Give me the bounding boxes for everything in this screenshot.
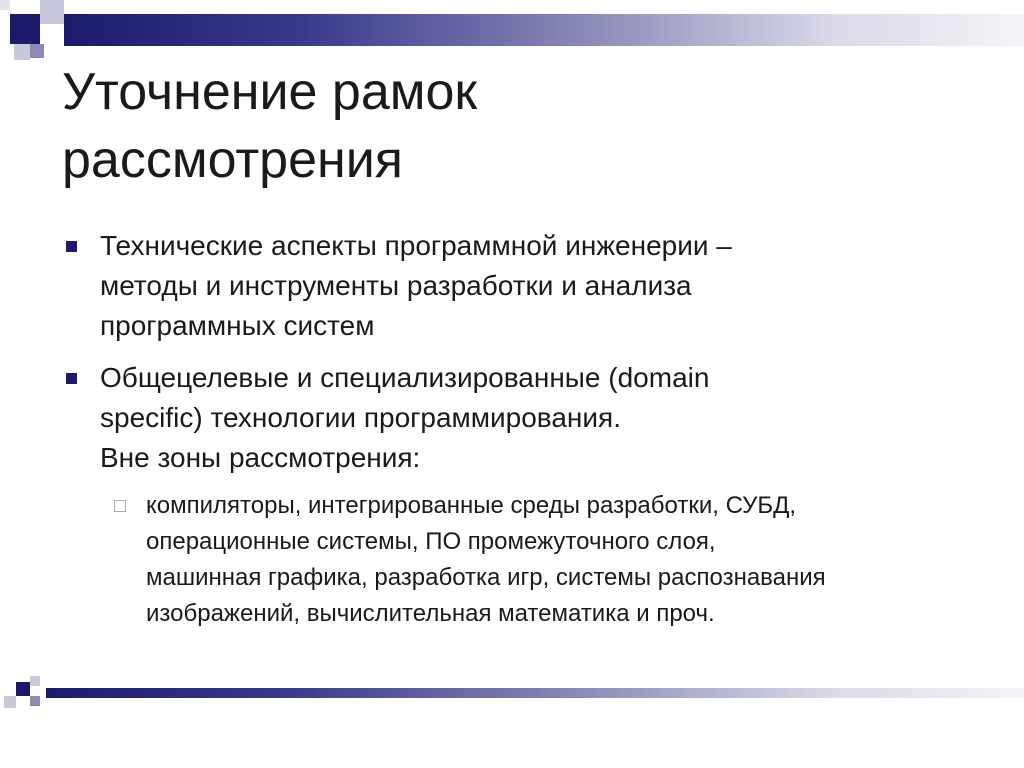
sub-bullet-line: изображений, вычислительная математика и проч. <box>146 600 715 627</box>
decorative-square <box>10 14 40 44</box>
decorative-square <box>0 0 10 10</box>
sub-bullet-item <box>100 488 962 632</box>
square-bullet-icon <box>66 241 77 252</box>
decorative-square <box>4 696 16 708</box>
decorative-square <box>40 0 64 24</box>
bottom-decorative-squares <box>0 676 60 716</box>
slide-title-line-1: Уточнение рамок <box>62 63 478 121</box>
decorative-square <box>30 44 44 58</box>
bullet-line: методы и инструменты разработки и анализа <box>100 270 692 301</box>
slide-title <box>62 58 922 194</box>
hollow-square-bullet-icon <box>114 500 126 512</box>
bullet-line: specific) технологии программирования. <box>100 402 621 433</box>
bullet-item <box>62 226 962 346</box>
bullet-list <box>62 226 962 644</box>
decorative-square <box>30 676 40 686</box>
decorative-square <box>16 682 30 696</box>
bottom-decorative-band <box>46 688 1024 698</box>
decorative-square <box>30 696 40 706</box>
bullet-item <box>62 358 962 632</box>
sub-bullet-line: машинная графика, разработка игр, системы распознавания <box>146 564 826 591</box>
bullet-line: программных систем <box>100 310 375 341</box>
sub-bullet-line: компиляторы, интегрированные среды разработки, СУБД, <box>146 492 797 519</box>
square-bullet-icon <box>66 373 77 384</box>
bullet-line: Вне зоны рассмотрения: <box>100 442 421 473</box>
decorative-square <box>14 44 30 60</box>
bullet-line: Общецелевые и специализированные (domain <box>100 362 710 393</box>
sub-bullet-line: операционные системы, ПО промежуточного слоя, <box>146 528 716 555</box>
slide-title-line-2: рассмотрения <box>62 131 403 189</box>
sub-bullet-list <box>100 488 962 632</box>
bullet-line: Технические аспекты программной инженерии – <box>100 230 732 261</box>
top-decorative-band <box>64 14 1024 46</box>
